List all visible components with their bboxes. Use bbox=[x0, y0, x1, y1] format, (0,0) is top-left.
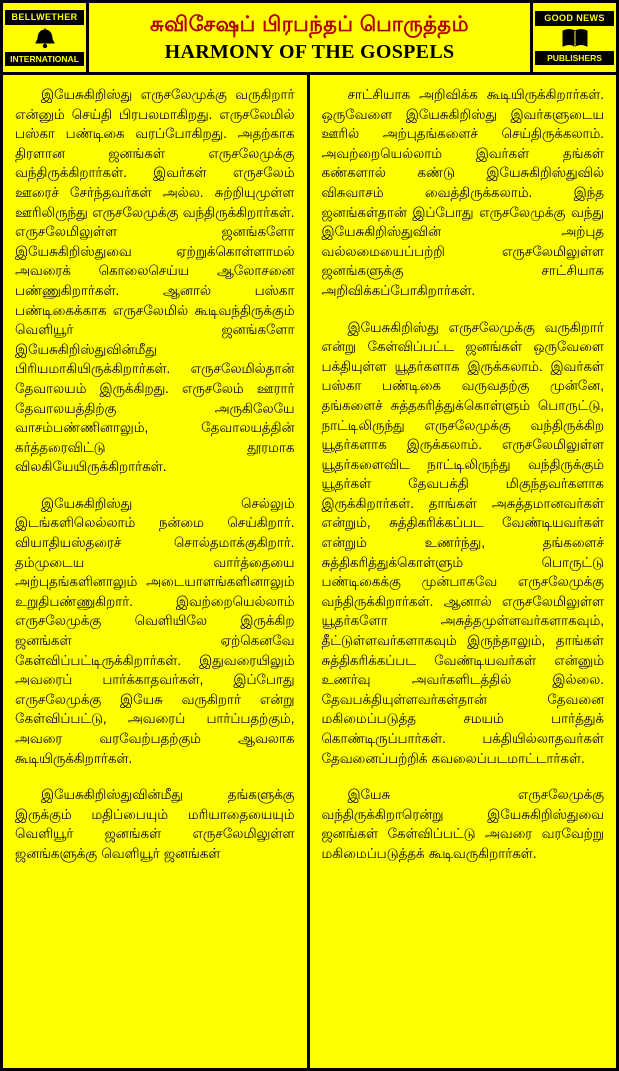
page-title-english: HARMONY OF THE GOSPELS bbox=[164, 40, 455, 63]
paragraph: சாட்சியாக அறிவிக்க கூடியிருக்கிறார்கள். ஒருவேளை இயேசுகிறிஸ்து இவர்களுடைய ஊரில் அற்புதங்களைச் செய்திருக்கலாம். அவற்றையெல்லாம் இவர்கள் தங்கள் கண்களால் கண்டு இயேசுகிறிஸ்துவில் விசுவாசம் வைத்திருக்கலாம். இந்த ஜனங்கள்தான் இப்போது எருசலேமுக்கு வந்து இயேசுகிறிஸ்துவின் அற்புத வல்லமையைப்பற்றி எருசலேமிலுள்ள ஜனங்களுக்கு சாட்சியாக அறிவிக்கப்போகிறார்கள். bbox=[321, 87, 604, 298]
body-columns bbox=[3, 75, 616, 1068]
paragraph: இயேசு எருசலேமுக்கு வந்திருக்கிறாரென்று இயேசுகிறிஸ்துவை ஜனங்கள் கேள்விப்பட்டு அவரை வரவேற்று மகிமைப்படுத்தக் கூடிவருகிறார்கள். bbox=[321, 787, 604, 861]
logo-bellwether-line1: BELLWETHER bbox=[5, 10, 84, 25]
open-book-icon bbox=[562, 28, 588, 48]
column-left bbox=[3, 75, 310, 1068]
page-title bbox=[89, 3, 530, 72]
logo-goodnews-line1: GOOD NEWS bbox=[535, 11, 614, 26]
logo-good-news-publishers bbox=[530, 3, 616, 72]
logo-bellwether-line2: INTERNATIONAL bbox=[5, 52, 84, 66]
paragraph: இயேசுகிறிஸ்து செல்லும் இடங்களிலெல்லாம் நன்மை செய்கிறார். வியாதியஸ்தரைச் சொல்தமாக்குகிறார். தம்முடைய வார்த்தையை அற்புதங்களினாலும் அடையாளங்களினாலும் உறுதிபண்ணுகிறார். இவற்றையெல்லாம் எருசலேமுக்கு வெளியிலே இருக்கிற ஜனங்கள் ஏற்கெனவே கேள்விப்பட்டிருக்கிறார்கள். இதுவரையிலும் அவரைப் பார்க்காதவர்கள், இப்போது எருசலேமுக்கு இயேசு வருகிறார் என்று கேள்விப்பட்டு, அவரைப் பார்ப்பதற்கும், அவரை வரவேற்பதற்கும் ஆவலாக கூடியிருக்கிறார்கள். bbox=[15, 495, 295, 766]
logo-bellwether-international bbox=[3, 3, 89, 72]
column-right bbox=[310, 75, 617, 1068]
logo-goodnews-line2: PUBLISHERS bbox=[535, 51, 614, 65]
paragraph: இயேசுகிறிஸ்துவின்மீது தங்களுக்கு இருக்கும் மதிப்பையும் மரியாதையையும் வெளியூர் ஜனங்கள் எருசலேமிலுள்ள ஜனங்களுக்கு வெளியூர் ஜனங்கள் bbox=[15, 787, 295, 861]
page-title-tamil: சுவிசேஷப் பிரபந்தப் பொருத்தம் bbox=[150, 12, 469, 36]
paragraph: இயேசுகிறிஸ்து எருசலேமுக்கு வருகிறார் என்னும் செய்தி பிரபலமாகிறது. எருசலேமில் பஸ்கா பண்டிகை வரப்போகிறது. அதற்காக திரளான ஜனங்கள் எருசலேமுக்கு வந்திருக்கிறார்கள். இவர்கள் எருசலேம் ஊரைச் சேர்ந்தவர்கள் அல்ல. சுற்றியுமுள்ள ஊரிலிருந்து எருசலேமுக்கு வந்திருக்கிறார்கள். எருசலேமிலுள்ள ஜனங்களோ இயேசுகிறிஸ்துவை ஏற்றுக்கொள்ளாமல் அவரைக் கொலைசெய்ய ஆலோசனை பண்ணுகிறார்கள். ஆனால் பஸ்கா பண்டிகைக்காக எருசலேமில் கூடிவந்திருக்கும் வெளியூர் ஜனங்களோ இயேசுகிறிஸ்துவின்மீது பிரியமாகியிருக்கிறார்கள். எருசலேமில்தான் தேவாலயம் இருக்கிறது. எருசலேம் ஊரார் தேவாலயத்திற்கு அருகிலேயே வாசம்பண்ணினாலும், தேவாலயத்தின் கர்த்தரைவிட்டு தூரமாக விலகியேயிருக்கிறார்கள். bbox=[15, 87, 295, 475]
bell-icon bbox=[33, 27, 57, 49]
page-header bbox=[3, 3, 616, 75]
paragraph: இயேசுகிறிஸ்து எருசலேமுக்கு வருகிறார் என்று கேள்விப்பட்ட ஜனங்கள் ஒருவேளை பக்தியுள்ள யூதர்களாக இருக்கலாம். இவர்கள் பஸ்கா பண்டிகை வருவதற்கு முன்னே, தங்களைச் சுத்தகரித்துக்கொள்ளும் பொருட்டு, நாட்டிலிருந்து எருசலேமுக்கு வந்திருக்கிற யூதர்களாக இருக்கலாம். எருசலேமிலுள்ள யூதர்களைவிட நாட்டிலிருந்து வந்திருக்கும் யூதர்கள் தேவபக்தி மிகுந்தவர்களாக இருக்கிறார்கள். தாங்கள் அசுத்தமானவர்கள் என்றும், சுத்திகரிக்கப்பட வேண்டியவர்கள் என்றும் உணர்ந்து, தங்களைச் சுத்திகரித்துக்கொள்ளும் பொருட்டு பண்டிகைக்கு முன்பாகவே எருசலேமுக்கு வந்திருக்கிறார்கள். ஆனால் எருசலேமிலுள்ள யூதர்களோ அசுத்தமுள்ளவர்களாகவும், தீட்டுள்ளவர்களாகவும் இருந்தாலும், தாங்கள் சுத்திகரிக்கப்பட வேண்டியவர்கள் என்னும் உணர்வு அவர்களிடத்தில் இல்லை. தேவபக்தியுள்ளவர்கள்தான் தேவனை மகிமைப்படுத்த சமயம் பார்த்துக் கொண்டிருப்பார்கள். பக்தியில்லாதவர்கள் தேவனைப்பற்றிக் கவலைப்படமாட்டார்கள். bbox=[321, 319, 604, 766]
